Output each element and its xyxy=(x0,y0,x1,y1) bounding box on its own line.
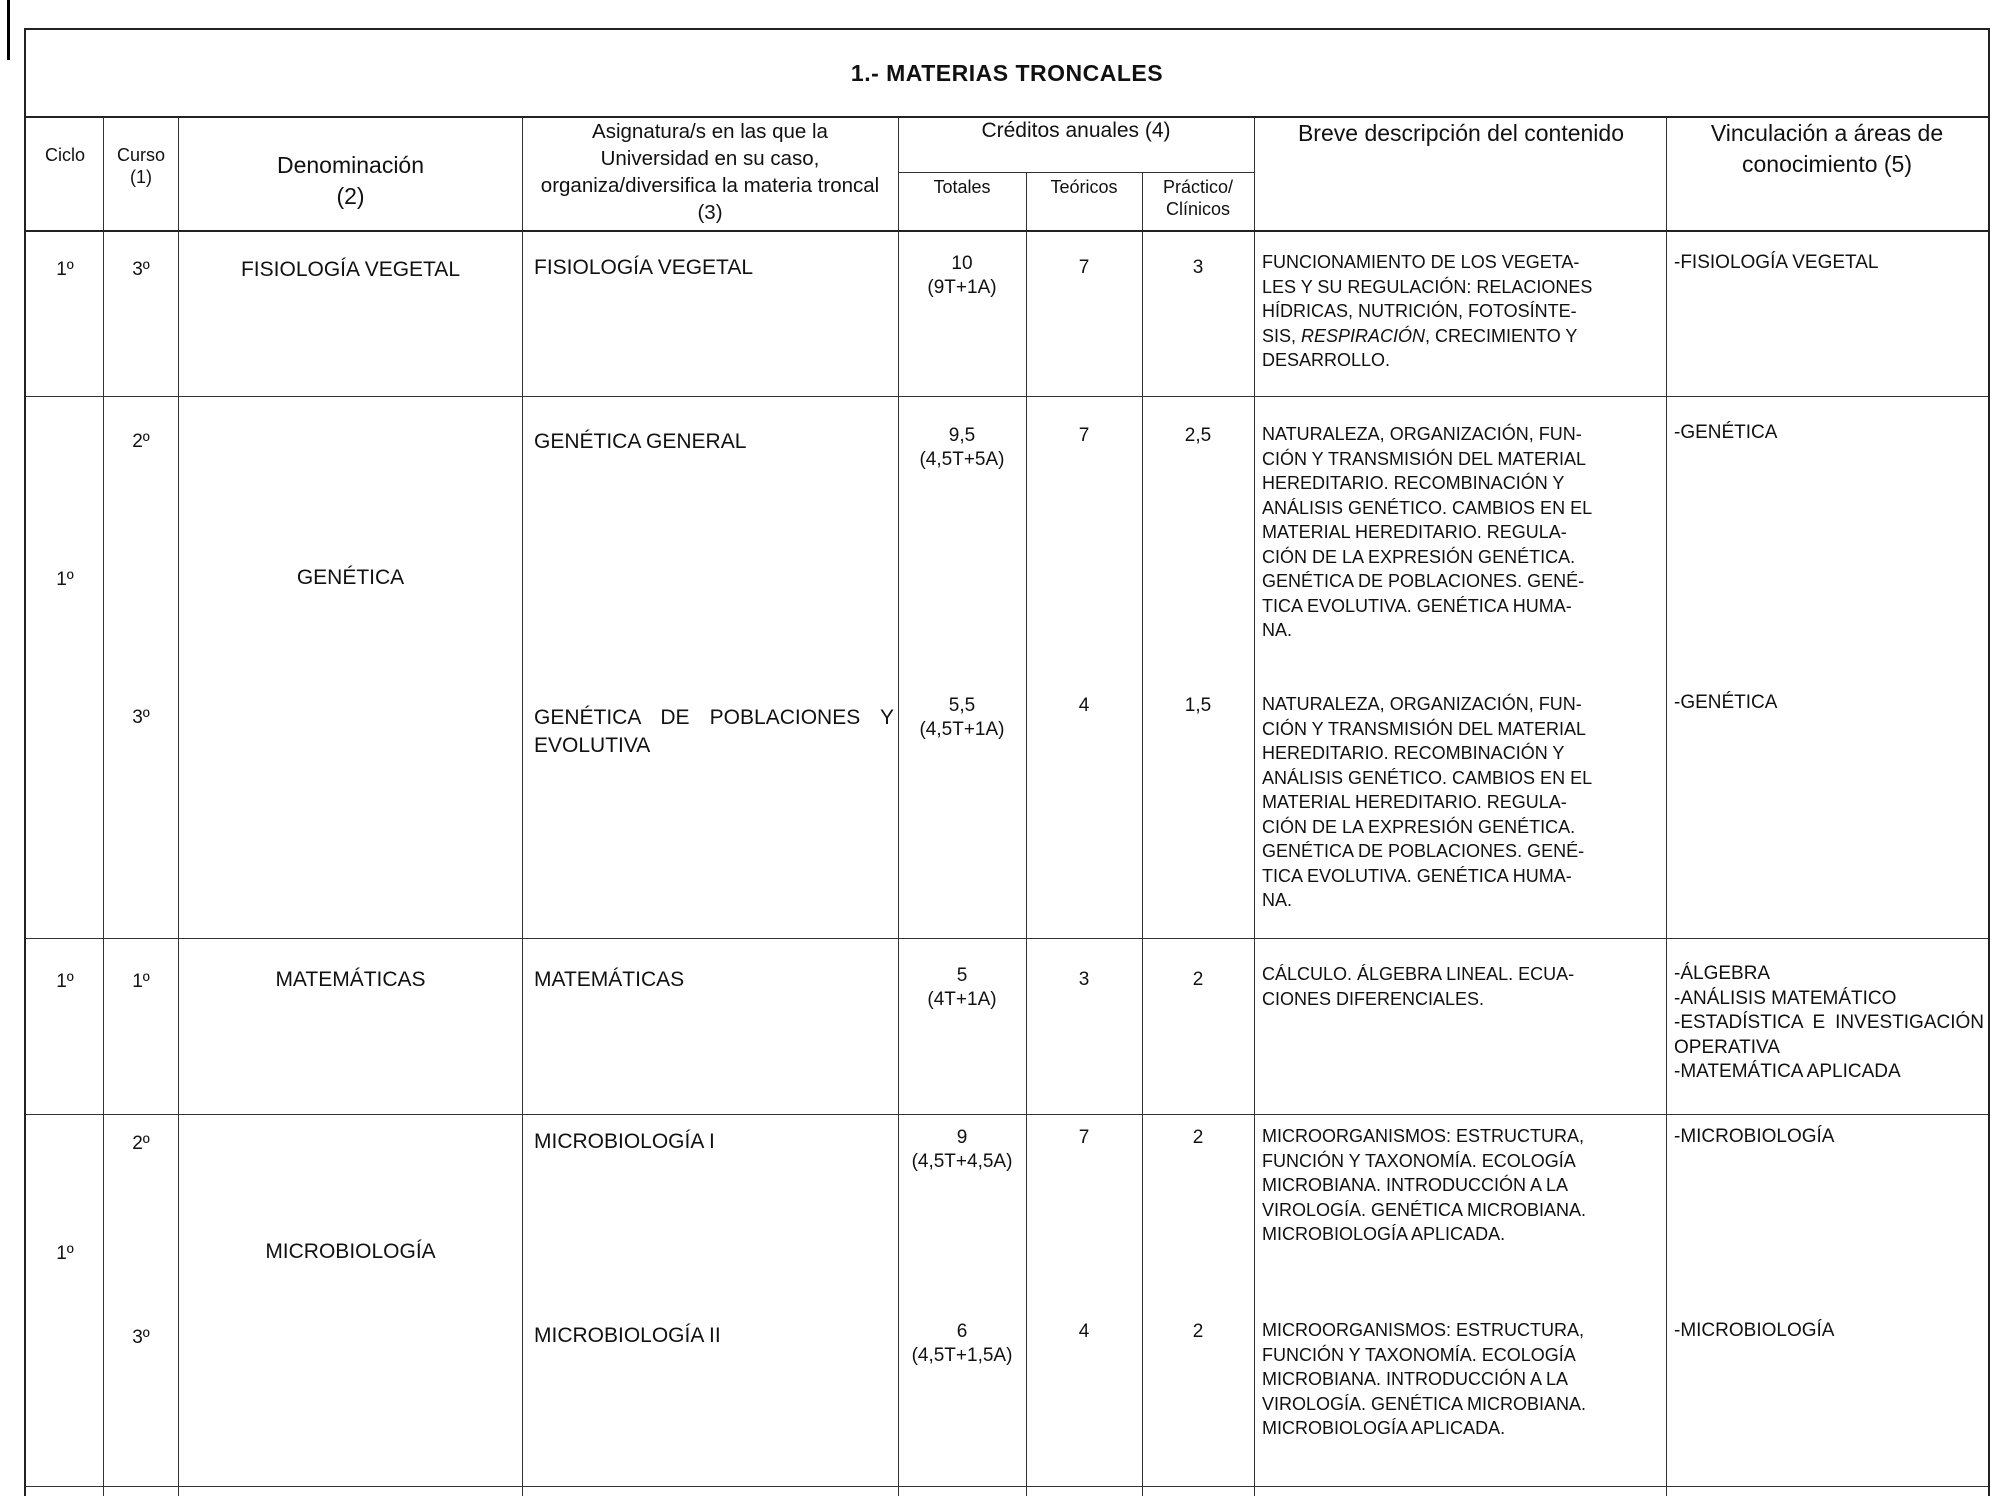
header-denominacion-label: Denominación xyxy=(276,152,425,178)
table-title: 1.- MATERIAS TRONCALES xyxy=(26,30,1988,118)
totales-cell xyxy=(898,1320,1026,1368)
asignatura-cell: GENÉTICA DE POBLACIONES Y EVOLUTIVA xyxy=(534,706,894,757)
area-cell: -GENÉTICA xyxy=(1674,422,1778,443)
area-list xyxy=(1674,962,1984,1085)
curso-cell: 3º xyxy=(132,259,150,280)
area-item: -ANÁLISIS MATEMÁTICO xyxy=(1674,987,1897,1009)
practicos-cell: 2 xyxy=(1192,969,1204,990)
totales-value: 9 xyxy=(956,1127,968,1148)
area-item: -ESTADÍSTICA E INVESTIGACIÓN OPERATIVA xyxy=(1674,1012,1984,1058)
col-divider xyxy=(522,118,523,1496)
denominacion-cell: MATEMÁTICAS xyxy=(275,968,426,991)
totales-detail: (4,5T+1A) xyxy=(919,719,1005,740)
teoricos-cell: 7 xyxy=(1078,1127,1090,1148)
col-divider xyxy=(1026,172,1027,1496)
totales-cell xyxy=(898,424,1026,472)
descripcion-cell: CÁLCULO. ÁLGEBRA LINEAL. ECUA- CIONES DIFERENCIALES. xyxy=(1262,964,1575,1009)
header-creditos: Créditos anuales (4) xyxy=(981,119,1171,142)
totales-value: 10 xyxy=(951,253,973,274)
teoricos-cell: 7 xyxy=(1078,257,1090,278)
row-divider xyxy=(26,938,1988,939)
troncales-table xyxy=(24,28,1990,1496)
area-cell: -FISIOLOGÍA VEGETAL xyxy=(1674,252,1879,273)
header-denominacion xyxy=(179,150,522,212)
curso-cell: 1º xyxy=(132,971,150,992)
teoricos-cell: 4 xyxy=(1078,1321,1090,1342)
totales-value: 5 xyxy=(956,965,968,986)
area-item: -MATEMÁTICA APLICADA xyxy=(1674,1061,1901,1082)
denominacion-cell: FISIOLOGÍA VEGETAL xyxy=(240,258,460,281)
header-curso-note: (1) xyxy=(130,167,152,187)
margin-mark xyxy=(7,0,10,60)
col-divider xyxy=(1142,172,1143,1496)
asignatura-cell: MATEMÁTICAS xyxy=(534,968,685,991)
descripcion-cell: MICROORGANISMOS: ESTRUCTURA, FUNCIÓN Y TAXONOMÍA. ECOLOGÍA MICROBIANA. INTRODUCCIÓN A LA VIROLOGÍA. GENÉTICA MICROBIANA. MICROBIOLOGÍA APLICADA. xyxy=(1262,1126,1587,1244)
header-vinculacion: Vinculación a áreas de conocimiento (5) xyxy=(1710,120,1944,177)
curso-cell: 3º xyxy=(132,1327,150,1348)
practicos-cell: 2 xyxy=(1192,1127,1204,1148)
ciclo-cell: 1º xyxy=(56,971,74,992)
header-curso xyxy=(104,144,178,188)
ciclo-cell: 1º xyxy=(56,1243,74,1264)
asignatura-cell: GENÉTICA GENERAL xyxy=(534,430,747,453)
area-item: -ÁLGEBRA xyxy=(1674,963,1771,984)
row-divider xyxy=(26,1486,1988,1487)
col-divider xyxy=(178,118,179,1496)
totales-detail: (4,5T+5A) xyxy=(919,449,1005,470)
area-cell: -MICROBIOLOGÍA xyxy=(1674,1320,1835,1341)
row-divider xyxy=(26,396,1988,397)
teoricos-cell: 4 xyxy=(1078,695,1090,716)
teoricos-cell: 3 xyxy=(1078,969,1090,990)
header-ciclo: Ciclo xyxy=(44,145,85,165)
curso-cell: 2º xyxy=(132,1133,150,1154)
descripcion-cell: NATURALEZA, ORGANIZACIÓN, FUN- CIÓN Y TRANSMISIÓN DEL MATERIAL HEREDITARIO. RECOMBINACIÓN Y ANÁLISIS GENÉTICO. CAMBIOS EN EL MATERIAL HEREDITARIO. REGULA- CIÓN DE LA EXPRESIÓN GENÉTICA. GENÉTICA DE POBLACIONES. GENÉ- TICA EVOLUTIVA. GENÉTICA HUMA- NA. xyxy=(1262,694,1593,910)
totales-cell xyxy=(898,694,1026,742)
col-divider xyxy=(898,118,899,1496)
denominacion-cell: MICROBIOLOGÍA xyxy=(265,1240,436,1263)
row-divider xyxy=(26,1114,1988,1115)
ciclo-cell: 1º xyxy=(56,259,74,280)
totales-detail: (4,5T+1,5A) xyxy=(911,1345,1013,1366)
curso-cell: 3º xyxy=(132,707,150,728)
asignatura-cell: MICROBIOLOGÍA I xyxy=(534,1130,715,1153)
practicos-cell: 2,5 xyxy=(1184,425,1212,446)
teoricos-cell: 7 xyxy=(1078,425,1090,446)
header-curso-label: Curso xyxy=(116,145,165,165)
col-divider xyxy=(1254,118,1255,1496)
practicos-cell: 2 xyxy=(1192,1321,1204,1342)
totales-cell xyxy=(898,252,1026,300)
totales-detail: (4T+1A) xyxy=(927,989,997,1010)
asignatura-cell: MICROBIOLOGÍA II xyxy=(534,1324,721,1347)
totales-cell xyxy=(898,964,1026,1012)
totales-detail: (4,5T+4,5A) xyxy=(911,1151,1013,1172)
descripcion-cell: MICROORGANISMOS: ESTRUCTURA, FUNCIÓN Y TAXONOMÍA. ECOLOGÍA MICROBIANA. INTRODUCCIÓN A LA VIROLOGÍA. GENÉTICA MICROBIANA. MICROBIOLOGÍA APLICADA. xyxy=(1262,1320,1587,1438)
curso-cell: 2º xyxy=(132,431,150,452)
header-totales: Totales xyxy=(933,177,991,197)
descripcion-cell: FUNCIONAMIENTO DE LOS VEGETA- LES Y SU REGULACIÓN: RELACIONES HÍDRICAS, NUTRICIÓN, FOTOSÍNTE- SIS, RESPIRACIÓN, CRECIMIENTO Y DESARROLLO. xyxy=(1262,252,1593,370)
header-asignaturas: Asignatura/s en las que la Universidad en su caso, organiza/diversifica la materia troncal (3) xyxy=(540,120,880,224)
header-descripcion: Breve descripción del contenido xyxy=(1297,120,1625,146)
credits-subheader-line xyxy=(898,172,1254,173)
totales-value: 5,5 xyxy=(948,695,976,716)
col-divider xyxy=(103,118,104,1496)
totales-cell xyxy=(898,1126,1026,1174)
area-cell: -MICROBIOLOGÍA xyxy=(1674,1126,1835,1147)
denominacion-cell: GENÉTICA xyxy=(296,566,405,589)
descripcion-cell: NATURALEZA, ORGANIZACIÓN, FUN- CIÓN Y TRANSMISIÓN DEL MATERIAL HEREDITARIO. RECOMBINACIÓN Y ANÁLISIS GENÉTICO. CAMBIOS EN EL MATERIAL HEREDITARIO. REGULA- CIÓN DE LA EXPRESIÓN GENÉTICA. GENÉTICA DE POBLACIONES. GENÉ- TICA EVOLUTIVA. GENÉTICA HUMA- NA. xyxy=(1262,424,1593,640)
totales-value: 9,5 xyxy=(948,425,976,446)
col-divider xyxy=(1666,118,1667,1496)
header-teoricos: Teóricos xyxy=(1050,177,1118,197)
area-cell: -GENÉTICA xyxy=(1674,692,1778,713)
header-denominacion-note: (2) xyxy=(336,183,365,209)
practicos-cell: 1,5 xyxy=(1184,695,1212,716)
header-practicos: Práctico/ Clínicos xyxy=(1162,177,1234,219)
ciclo-cell: 1º xyxy=(56,569,74,590)
totales-value: 6 xyxy=(956,1321,968,1342)
header-bottom-line xyxy=(26,230,1988,232)
asignatura-cell: FISIOLOGÍA VEGETAL xyxy=(534,256,754,279)
practicos-cell: 3 xyxy=(1192,257,1204,278)
totales-detail: (9T+1A) xyxy=(927,277,997,298)
